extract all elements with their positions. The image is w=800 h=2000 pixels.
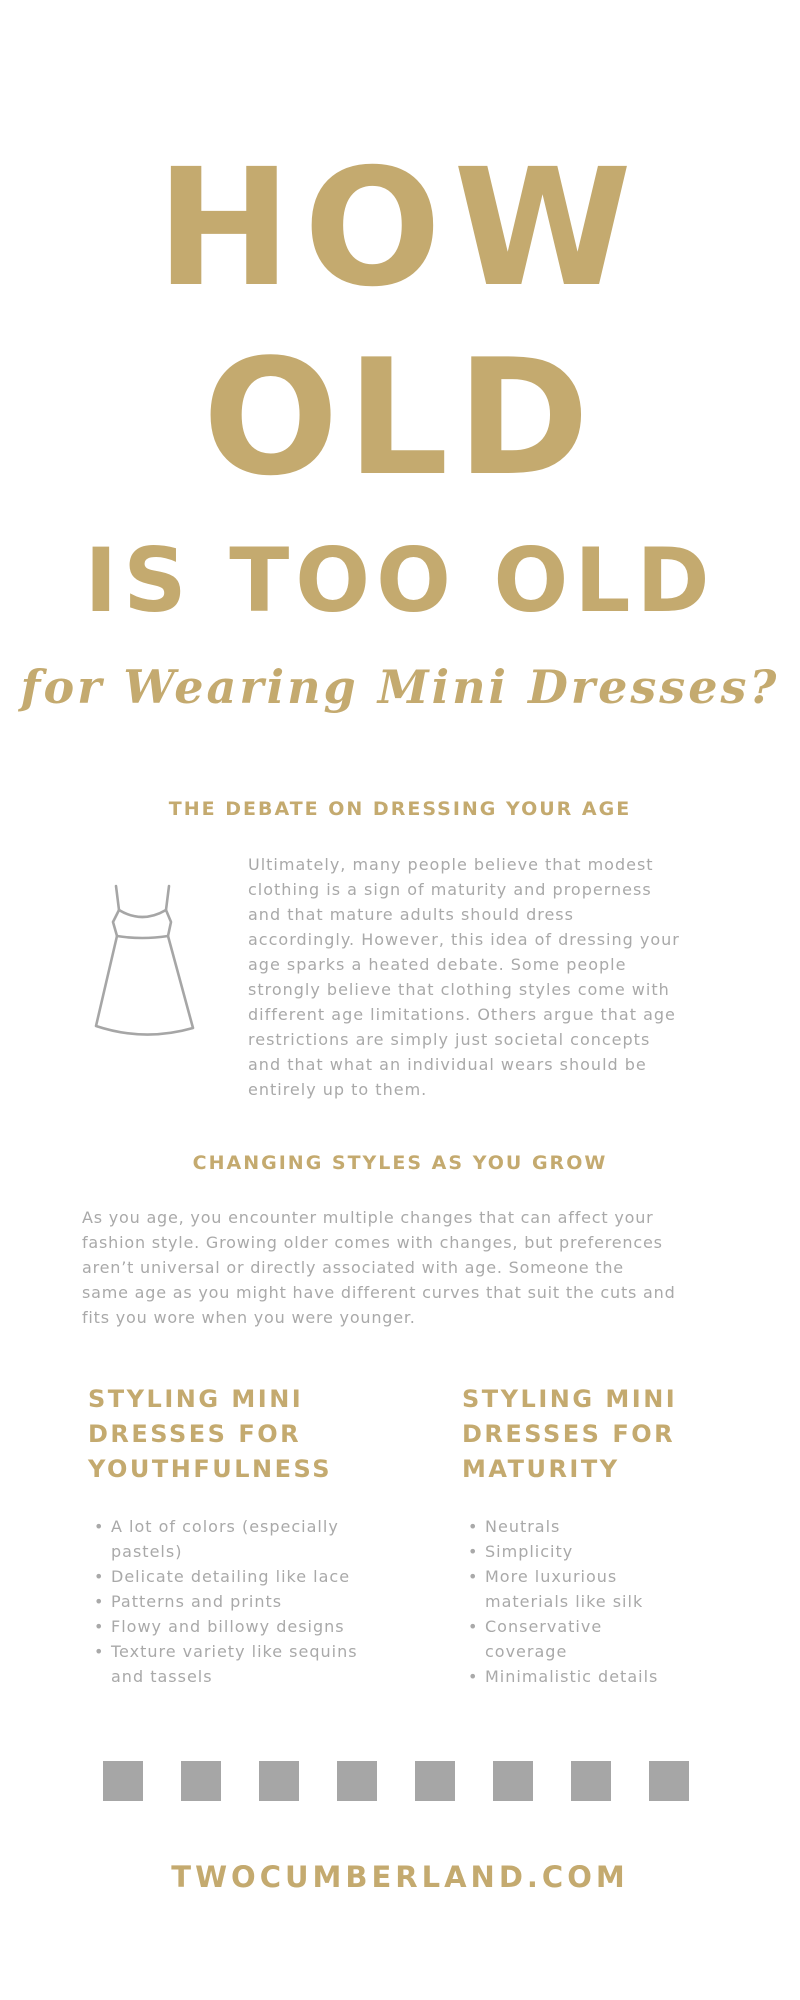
square-icon [493, 1761, 533, 1801]
bullet-icon: • [468, 1542, 479, 1561]
debate-line: strongly believe that clothing styles come with [248, 980, 670, 999]
list-item [462, 1564, 762, 1614]
bullet-icon: • [468, 1517, 479, 1536]
maturity-heading-line: DRESSES FOR [462, 1420, 676, 1448]
square-icon [571, 1761, 611, 1801]
square-icon [415, 1761, 455, 1801]
bullet-icon: • [468, 1617, 479, 1636]
decorative-squares [103, 1761, 691, 1801]
debate-line: entirely up to them. [248, 1080, 428, 1099]
title-line-old: OLD [202, 324, 598, 511]
dress-icon [92, 880, 198, 1050]
list-item [88, 1614, 388, 1639]
list-item-line: Minimalistic details [485, 1667, 659, 1686]
list-item [462, 1514, 762, 1539]
debate-line: clothing is a sign of maturity and properness [248, 880, 652, 899]
list-item [462, 1614, 762, 1664]
list-item-line: coverage [485, 1642, 568, 1661]
changing-line: fashion style. Growing older comes with changes, but preferences [82, 1233, 663, 1252]
debate-line: and that what an individual wears should be [248, 1055, 647, 1074]
changing-line: As you age, you encounter multiple changes that can affect your [82, 1208, 654, 1227]
maturity-column [462, 1382, 800, 1686]
subtitle: for Wearing Mini Dresses? [20, 660, 780, 714]
youthfulness-heading-line: DRESSES FOR [88, 1420, 302, 1448]
list-item [462, 1664, 762, 1689]
list-item-line: Neutrals [485, 1517, 561, 1536]
maturity-heading-line: STYLING MINI [462, 1385, 678, 1413]
list-item-line: Delicate detailing like lace [111, 1567, 351, 1586]
list-item-line: Flowy and billowy designs [111, 1617, 345, 1636]
list-item-line: More luxurious [485, 1567, 618, 1586]
changing-line: aren’t universal or directly associated with age. Someone the [82, 1258, 624, 1277]
bullet-icon: • [94, 1617, 105, 1636]
list-item-line: Simplicity [485, 1542, 574, 1561]
maturity-heading [462, 1382, 762, 1487]
youthfulness-list [88, 1514, 388, 1689]
square-icon [259, 1761, 299, 1801]
debate-line: restrictions are simply just societal concepts [248, 1030, 651, 1049]
maturity-list [462, 1514, 762, 1689]
debate-paragraph [248, 852, 718, 1102]
youthfulness-heading [88, 1382, 388, 1487]
debate-line: Ultimately, many people believe that modest [248, 855, 654, 874]
changing-section-heading: CHANGING STYLES AS YOU GROW [192, 1152, 608, 1174]
square-icon [337, 1761, 377, 1801]
bullet-icon: • [94, 1642, 105, 1661]
changing-paragraph [82, 1205, 732, 1330]
changing-line: same age as you might have different curves that suit the cuts and [82, 1283, 676, 1302]
bullet-icon: • [468, 1667, 479, 1686]
changing-line: fits you wore when you were younger. [82, 1308, 416, 1327]
list-item-line: pastels) [111, 1542, 183, 1561]
bullet-icon: • [94, 1592, 105, 1611]
title-line-is-too-old: IS TOO OLD [84, 529, 716, 632]
list-item [462, 1539, 762, 1564]
youthfulness-heading-line: YOUTHFULNESS [88, 1455, 333, 1483]
debate-line: different age limitations. Others argue that age [248, 1005, 676, 1024]
list-item-line: Conservative [485, 1617, 603, 1636]
list-item-line: A lot of colors (especially [111, 1517, 339, 1536]
list-item [88, 1639, 388, 1689]
list-item [88, 1514, 388, 1564]
list-item-line: Texture variety like sequins [111, 1642, 358, 1661]
youthfulness-heading-line: STYLING MINI [88, 1385, 304, 1413]
bullet-icon: • [468, 1567, 479, 1586]
youthfulness-column [88, 1382, 428, 1686]
list-item-line: Patterns and prints [111, 1592, 283, 1611]
debate-line: and that mature adults should dress [248, 905, 574, 924]
list-item [88, 1564, 388, 1589]
list-item [88, 1589, 388, 1614]
debate-line: age sparks a heated debate. Some people [248, 955, 627, 974]
square-icon [181, 1761, 221, 1801]
footer-site-link[interactable]: TWOCUMBERLAND.COM [171, 1860, 629, 1894]
list-item-line: and tassels [111, 1667, 213, 1686]
title-line-how: HOW [156, 135, 644, 323]
maturity-heading-line: MATURITY [462, 1455, 620, 1483]
debate-section-heading: THE DEBATE ON DRESSING YOUR AGE [168, 798, 632, 820]
bullet-icon: • [94, 1567, 105, 1586]
square-icon [103, 1761, 143, 1801]
list-item-line: materials like silk [485, 1592, 644, 1611]
square-icon [649, 1761, 689, 1801]
bullet-icon: • [94, 1517, 105, 1536]
debate-line: accordingly. However, this idea of dressing your [248, 930, 680, 949]
